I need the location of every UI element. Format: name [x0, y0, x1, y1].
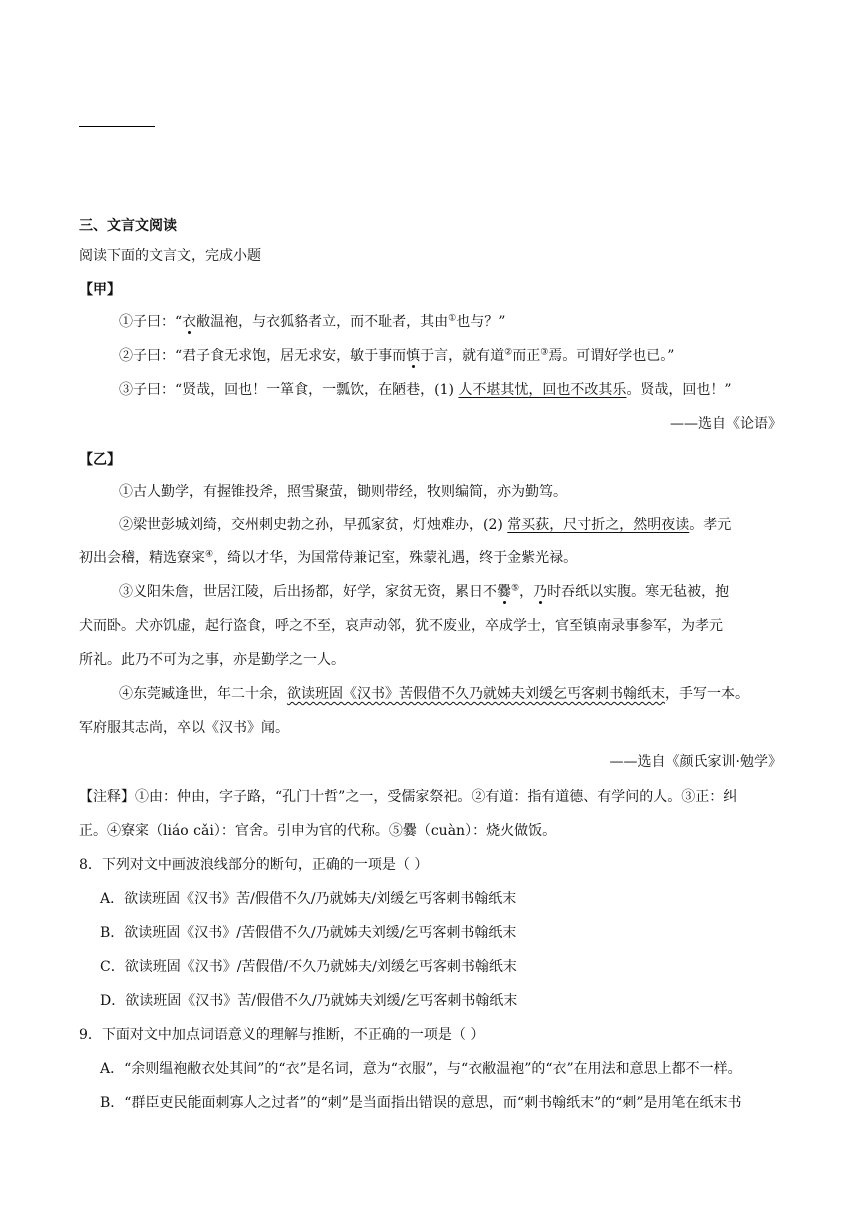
yi-paragraph-4: ④东莞臧逢世，年二十余，欲读班固《汉书》苦假借不久乃就姊夫刘缓乞丐客刺书翰纸末，手写一本。 [119, 686, 749, 702]
yi-paragraph-3-cont: 犬而卧。犬亦饥虚，起行盗食，呼之不至，哀声动邻，犹不废业，卒成学士，官至镇南录事参军，为孝元 [79, 618, 723, 634]
yi-source: ——选自《颜氏家训·勉学》 [609, 754, 782, 770]
instruction: 阅读下面的文言文，完成小题 [79, 248, 261, 264]
footnote-ref: ② [504, 347, 513, 358]
yi-paragraph-4-cont: 军府服其志尚，卒以《汉书》闻。 [79, 720, 289, 736]
jia-source: ——选自《论语》 [670, 416, 782, 432]
notes-line-1: 【注释】①由：仲由，字子路，“孔门十哲”之一，受儒家祭祀。②有道：指有道德、有学问的人。③正：纠 [79, 789, 738, 805]
jia-paragraph-2: ②子曰：“君子食无求饱，居无求安，敏于事而慎于言，就有道②而正③焉。可谓好学也已。” [119, 347, 675, 364]
question-8-stem: 8．下列对文中画波浪线部分的断句，正确的一项是（ ） [79, 857, 429, 873]
question-8-option-d: D．欲读班固《汉书》苦/假借不久/乃就姊夫刘缓/乞丐客刺书翰纸末 [100, 993, 518, 1009]
footnote-ref: ④ [205, 549, 214, 560]
question-8-option-a: A．欲读班固《汉书》苦/假借不久/乃就姊夫/刘缓乞丐客刺书翰纸末 [100, 891, 517, 907]
question-9-option-a: A．“余则缊袍敝衣处其间”的“衣”是名词，意为“衣服”，与“衣敝温袍”的“衣”在用法和意思上都不一样。 [100, 1061, 742, 1077]
question-8-option-c: C．欲读班固《汉书》/苦假借/不久乃就姊夫/刘缓乞丐客刺书翰纸末 [100, 959, 517, 975]
underlined-sentence-2: 常买荻，尺寸折之，然明夜读 [507, 517, 690, 533]
yi-label: 【乙】 [79, 452, 121, 468]
answer-blank-line [79, 126, 155, 127]
jia-paragraph-3: ③子曰：“贤哉，回也！一箪食，一瓢饮，在陋巷，(1) 人不堪其忧，回也不改其乐。贤哉，回也！” [119, 382, 732, 398]
section-title: 三、文言文阅读 [79, 218, 177, 234]
yi-paragraph-2-cont: 初出会稽，精选寮寀④，绮以才华，为国常侍兼记室，殊蒙礼遇，终于金紫光禄。 [79, 549, 578, 566]
yi-paragraph-1: ①古人勤学，有握锥投斧，照雪聚萤，锄则带经，牧则编简，亦为勤笃。 [119, 484, 567, 500]
yi-paragraph-3: ③义阳朱詹，世居江陵，后出扬都，好学，家贫无资，累日不爨⑤，乃时吞纸以实腹。寒无毡被，抱 [119, 583, 730, 600]
dotted-word: 乃 [533, 584, 548, 600]
question-9-stem: 9．下面对文中加点词语意义的理解与推断，不正确的一项是（ ） [79, 1027, 485, 1043]
dotted-word: 慎 [406, 348, 421, 364]
footnote-ref: ⑤ [511, 583, 520, 594]
yi-paragraph-2: ②梁世彭城刘绮，交州刺史勃之孙，早孤家贫，灯烛难办，(2) 常买荻，尺寸折之，然明夜读。孝元 [119, 517, 732, 533]
footnote-ref: ① [448, 313, 457, 324]
dotted-word: 爨 [497, 584, 511, 600]
wavy-underlined-passage: 欲读班固《汉书》苦假借不久乃就姊夫刘缓乞丐客刺书翰纸末 [287, 686, 665, 702]
question-9-option-b: B．“群臣吏民能面刺寡人之过者”的“刺”是当面指出错误的意思，而“刺书翰纸末”的“刺”是用笔在纸末书 [100, 1095, 742, 1111]
jia-label: 【甲】 [79, 282, 121, 298]
jia-paragraph-1: ①子曰：“衣敝温袍，与衣狐貉者立，而不耻者，其由①也与？” [119, 313, 506, 330]
dotted-word: 衣 [182, 314, 197, 330]
underlined-sentence-1: 人不堪其忧，回也不改其乐 [458, 382, 627, 398]
question-8-option-b: B．欲读班固《汉书》/苦假借不久/乃就姊夫刘缓/乞丐客刺书翰纸末 [100, 925, 517, 941]
footnote-ref: ③ [540, 347, 549, 358]
yi-paragraph-3-end: 所礼。此乃不可为之事，亦是勤学之一人。 [79, 652, 345, 668]
notes-line-2: 正。④寮寀（liáo cǎi）：官舍。引申为官的代称。⑤爨（cuàn）：烧火做饭。 [79, 823, 557, 839]
